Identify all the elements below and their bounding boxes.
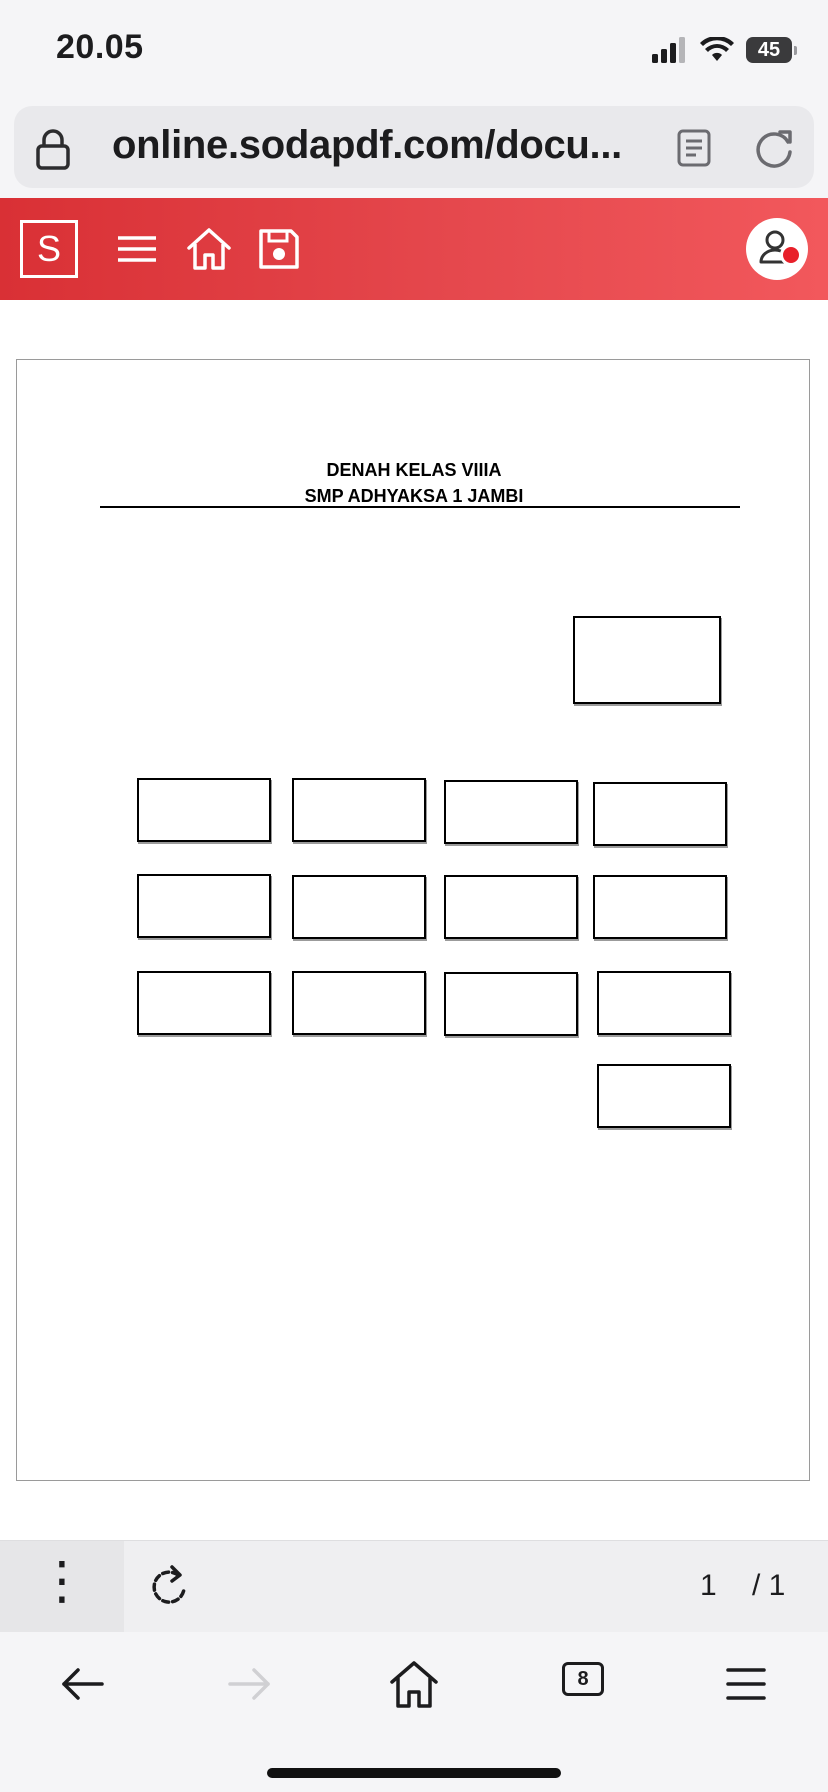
title-underline [100, 506, 740, 508]
doc-title-line-2: SMP ADHYAKSA 1 JAMBI [304, 486, 524, 506]
home-button[interactable] [184, 224, 234, 274]
reload-icon[interactable] [752, 126, 796, 170]
student-desk [444, 875, 578, 939]
more-options-button[interactable] [0, 1541, 124, 1633]
menu-button[interactable] [112, 224, 162, 274]
back-arrow-icon[interactable] [52, 1652, 116, 1716]
student-desk [292, 875, 426, 939]
user-avatar-button[interactable] [746, 218, 808, 280]
home-icon [184, 224, 234, 274]
forward-arrow-icon[interactable] [216, 1652, 280, 1716]
home-nav-icon[interactable] [382, 1652, 446, 1716]
save-button[interactable] [254, 224, 304, 274]
status-time: 20.05 [56, 28, 144, 66]
student-desk [137, 971, 271, 1035]
soda-logo[interactable]: S [20, 220, 78, 278]
battery-indicator: 45 [746, 37, 792, 63]
student-desk [597, 1064, 731, 1128]
student-desk [444, 780, 578, 844]
student-desk [137, 874, 271, 938]
page-total: / 1 [752, 1569, 786, 1602]
menu-icon[interactable] [714, 1652, 778, 1716]
teacher-desk [573, 616, 721, 704]
student-desk [593, 782, 727, 846]
home-indicator[interactable] [267, 1768, 561, 1778]
current-page-input[interactable]: 1 [700, 1569, 717, 1602]
pdf-page [16, 359, 810, 1481]
reader-mode-icon[interactable] [676, 128, 712, 168]
more-vertical-icon: ⋮ [36, 1552, 88, 1610]
rotate-icon[interactable] [148, 1563, 190, 1609]
student-desk [137, 778, 271, 842]
browser-nav-bar [0, 1632, 828, 1792]
wifi-icon [700, 37, 734, 63]
address-bar[interactable] [14, 106, 814, 188]
student-desk [292, 971, 426, 1035]
lock-icon [36, 128, 70, 170]
status-icons [652, 34, 792, 66]
tabs-icon[interactable]: 8 [562, 1662, 604, 1696]
app-toolbar [0, 198, 828, 300]
notification-dot [780, 244, 802, 266]
save-icon [254, 224, 304, 274]
signal-icon [652, 37, 688, 63]
student-desk [593, 875, 727, 939]
doc-title-line-1: DENAH KELAS VIIIA [326, 460, 502, 480]
hamburger-menu-icon [112, 224, 162, 274]
browser-top-bar [0, 100, 828, 198]
student-desk [292, 778, 426, 842]
url-text[interactable]: online.sodapdf.com/docu... [112, 123, 622, 167]
pdf-bottom-bar [0, 1540, 828, 1633]
status-bar [0, 0, 828, 100]
pdf-viewer[interactable] [0, 300, 828, 1540]
student-desk [444, 972, 578, 1036]
student-desk [597, 971, 731, 1035]
